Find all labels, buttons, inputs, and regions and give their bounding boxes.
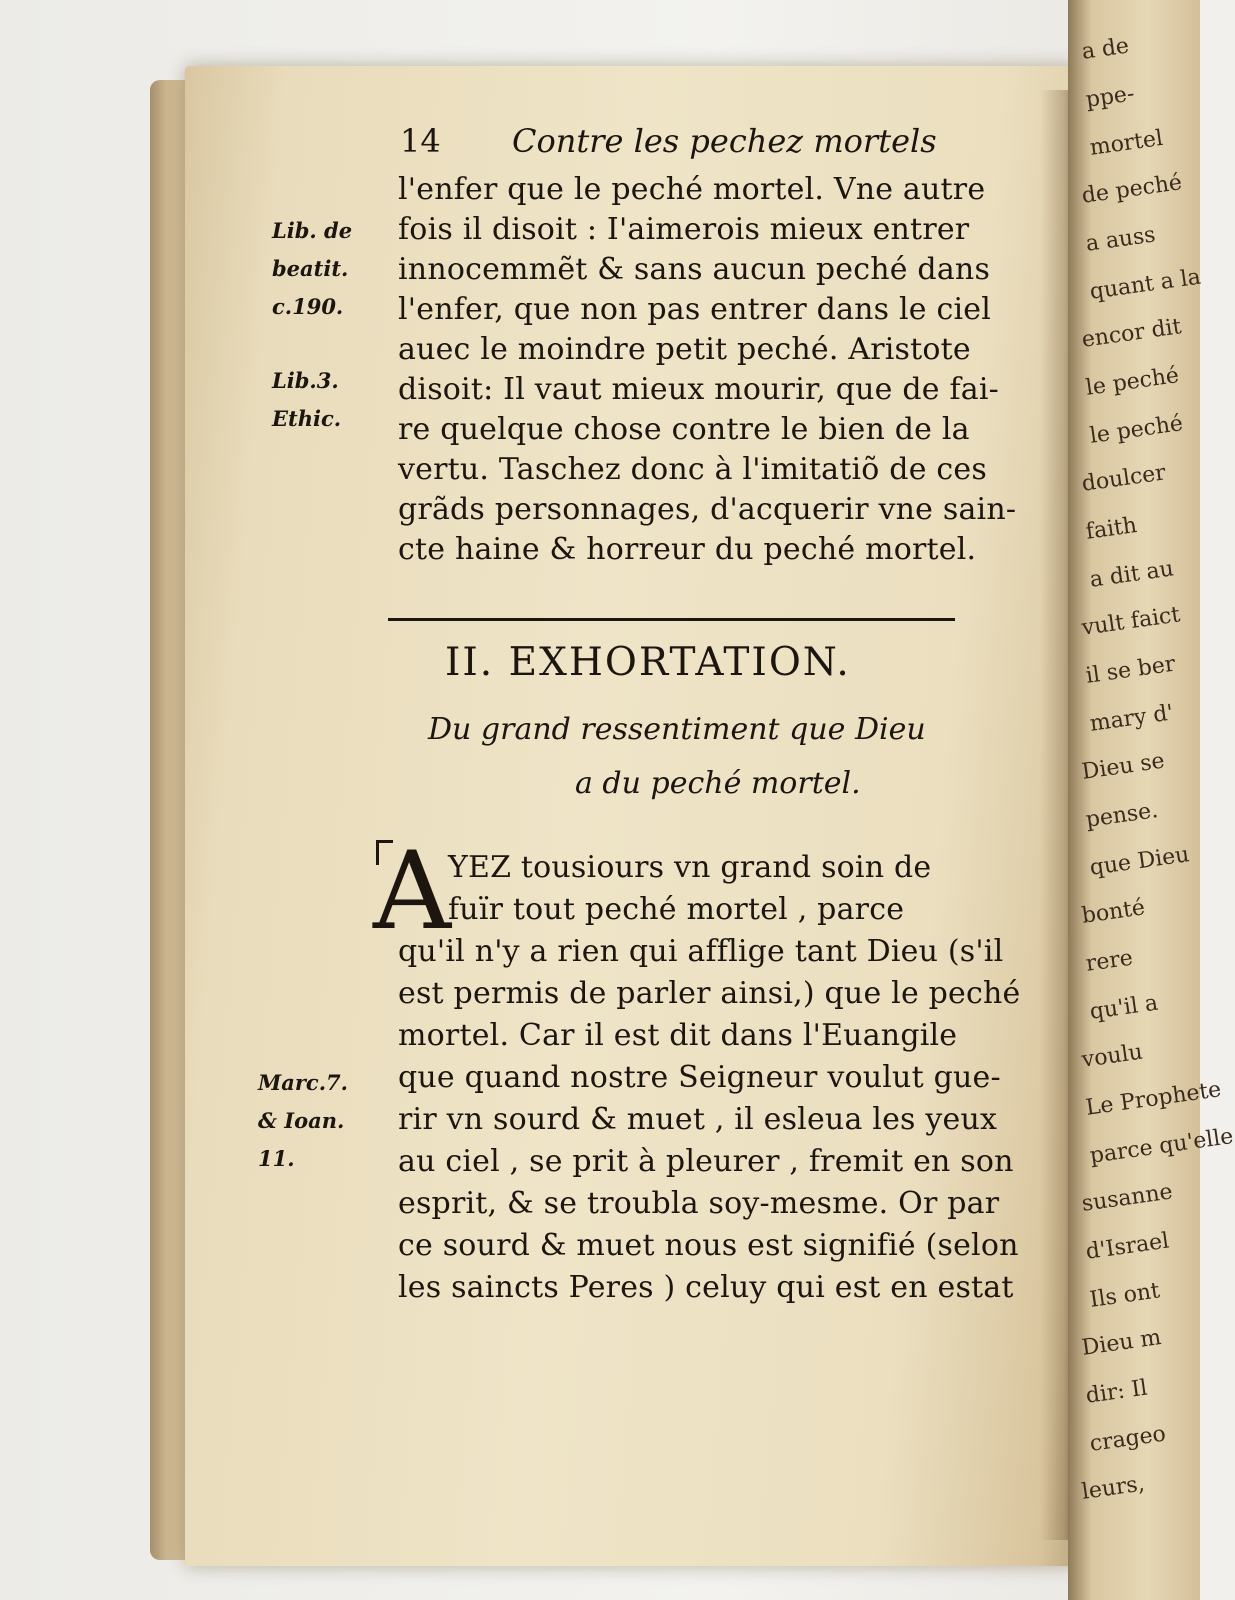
page-edge-stack [150,80,190,1560]
section-heading: II. EXHORTATION. [445,640,851,685]
body-line: mortel. Car il est dit dans l'Euangile [398,1018,958,1053]
facing-page-line: parce qu'elle [1088,1124,1235,1169]
facing-page-line: d'Israel [1084,1228,1171,1265]
body-line: disoit: Il vaut mieux mourir, que de fai- [398,372,999,407]
facing-page-line: crageo [1088,1421,1168,1457]
facing-page-line: rere [1084,945,1135,977]
facing-page-line: Ils ont [1088,1278,1162,1313]
body-line: cte haine & horreur du peché mortel. [398,532,977,567]
body-line: esprit, & se troubla soy-mesme. Or par [398,1186,1000,1221]
facing-page-line: que Dieu [1088,842,1191,881]
section-subtitle: Du grand ressentiment que Dieu [428,712,926,747]
margin-note: Ethic. [272,406,342,431]
facing-page-line: le peché [1088,411,1185,449]
body-line: que quand nostre Seigneur voulut gue- [398,1060,1001,1095]
body-line: vertu. Taschez donc à l'imitatiõ de ces [398,452,987,487]
facing-page-line: vult faict [1080,602,1182,641]
facing-page-line: pense. [1084,798,1160,833]
body-line: l'enfer que le peché mortel. Vne autre [398,172,986,207]
body-line: grãds personnages, d'acquerir vne sain- [398,492,1017,527]
page-number: 14 [400,122,441,160]
facing-page-line: a auss [1084,222,1158,257]
body-line: au ciel , se prit à pleurer , fremit en son [398,1144,1014,1179]
facing-page-line: mortel [1088,125,1165,161]
facing-page-line: encor dit [1080,314,1183,353]
margin-note: beatit. [272,256,349,281]
running-header [400,122,990,172]
body-line: auec le moindre petit peché. Aristote [398,332,971,367]
facing-page-line: qu'il a [1088,990,1160,1025]
facing-page-line: bonté [1080,895,1147,929]
facing-page-line: a de [1080,33,1131,65]
facing-page-line: Dieu m [1080,1325,1163,1361]
facing-page-line: il se ber [1084,651,1177,689]
body-line: l'enfer, que non pas entrer dans le ciel [398,292,992,327]
facing-page-line: le peché [1084,363,1181,401]
body-line: ce sourd & muet nous est signifié (selon [398,1228,1019,1263]
body-line: innocemmẽt & sans aucun peché dans [398,252,991,287]
body-line: les saincts Peres ) celuy qui est en estat [398,1270,1014,1305]
facing-page-line: susanne [1080,1179,1175,1217]
running-head-title: Contre les pechez mortels [512,122,937,160]
facing-page-line: voulu [1080,1039,1145,1073]
facing-page-line: mary d' [1088,700,1175,737]
body-line: YEZ tousiours vn grand soin de [448,850,932,885]
drop-cap-letter: A [373,829,451,954]
facing-page-line: leurs, [1080,1471,1147,1505]
margin-note: c.190. [272,294,344,319]
section-subtitle: a du peché mortel. [575,766,861,801]
margin-note: Lib. de [272,218,353,243]
body-line: qu'il n'y a rien qui afflige tant Dieu (s'il [398,934,1004,969]
margin-note: & Ioan. [258,1108,345,1133]
facing-page-line: ppe- [1084,81,1136,113]
facing-page-line: quant a la [1088,264,1203,305]
facing-page-line: faith [1084,512,1139,545]
body-line: fois il disoit : I'aimerois mieux entrer [398,212,970,247]
body-line: fuïr tout peché mortel , parce [448,892,905,927]
margin-note: Lib.3. [272,368,339,393]
left-page [185,66,1080,1566]
section-rule [388,618,955,621]
facing-page-line: a dit au [1088,556,1176,593]
facing-page-line: doulcer [1080,460,1168,497]
body-line: rir vn sourd & muet , il esleua les yeux [398,1102,998,1137]
facing-page-line: Le Prophete [1084,1077,1223,1121]
facing-page [1068,0,1235,1600]
body-line: re quelque chose contre le bien de la [398,412,970,447]
facing-page-line: Dieu se [1080,748,1167,785]
body-line: est permis de parler ainsi,) que le peché [398,976,1021,1011]
facing-page-line: dir: Il [1084,1375,1149,1409]
margin-note: Marc.7. [258,1070,348,1095]
facing-page-line: de peché [1080,170,1184,209]
margin-note: 11. [258,1146,295,1171]
